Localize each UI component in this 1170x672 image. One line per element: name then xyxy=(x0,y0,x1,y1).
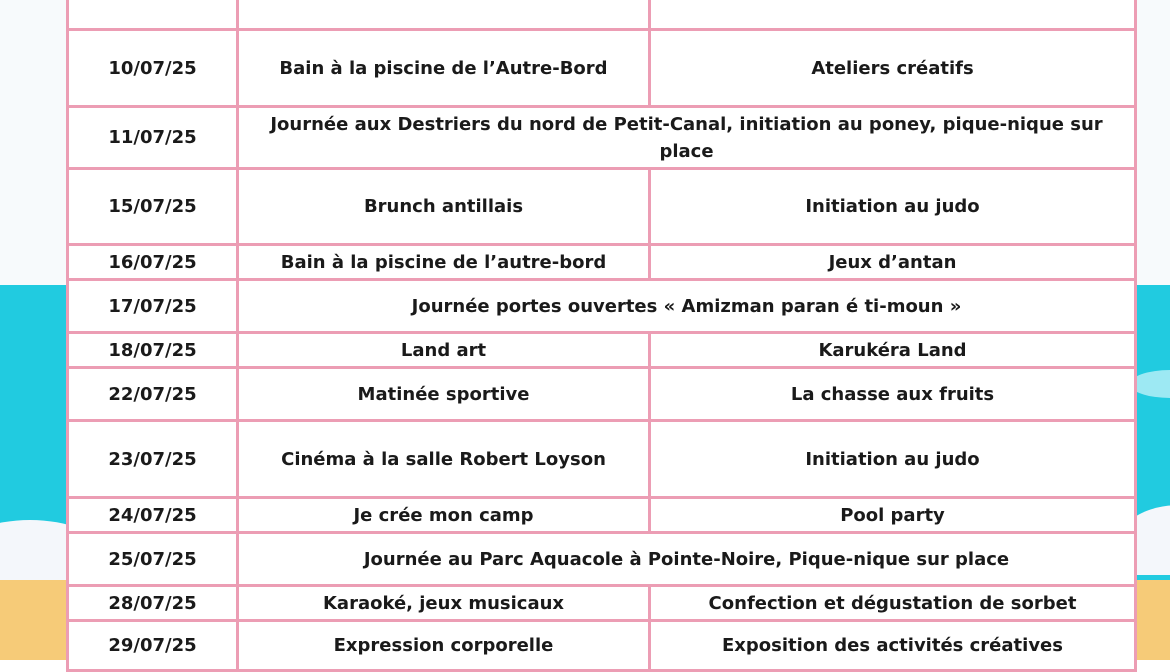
table-row xyxy=(68,0,1136,30)
full-day-activity-cell: Journée au Parc Aquacole à Pointe-Noire, Pique-nique sur place xyxy=(238,533,1136,586)
afternoon-activity-cell xyxy=(650,0,1136,30)
table-row xyxy=(68,533,1136,586)
date-cell xyxy=(68,0,238,30)
morning-activity-cell: Bain à la piscine de l’autre-bord xyxy=(238,245,650,280)
morning-activity-cell: Expression corporelle xyxy=(238,621,650,671)
afternoon-activity-cell: La chasse aux fruits xyxy=(650,368,1136,421)
date-cell: 22/07/25 xyxy=(68,368,238,421)
afternoon-activity-cell: Jeux d’antan xyxy=(650,245,1136,280)
full-day-activity-cell: Journée aux Destriers du nord de Petit-Canal, initiation au poney, pique-nique sur place xyxy=(238,107,1136,169)
afternoon-activity-cell: Initiation au judo xyxy=(650,421,1136,498)
morning-activity-cell: Land art xyxy=(238,333,650,368)
table-row xyxy=(68,280,1136,333)
afternoon-activity-cell: Karukéra Land xyxy=(650,333,1136,368)
table-row xyxy=(68,498,1136,533)
date-cell: 28/07/25 xyxy=(68,586,238,621)
full-day-activity-cell: Journée portes ouvertes « Amizman paran é ti-moun » xyxy=(238,280,1136,333)
schedule-sheet xyxy=(66,0,1134,672)
date-cell: 17/07/25 xyxy=(68,280,238,333)
date-cell: 24/07/25 xyxy=(68,498,238,533)
date-cell: 23/07/25 xyxy=(68,421,238,498)
morning-activity-cell: Je crée mon camp xyxy=(238,498,650,533)
date-cell: 10/07/25 xyxy=(68,30,238,107)
date-cell: 15/07/25 xyxy=(68,169,238,245)
afternoon-activity-cell: Confection et dégustation de sorbet xyxy=(650,586,1136,621)
date-cell: 11/07/25 xyxy=(68,107,238,169)
afternoon-activity-cell: Exposition des activités créatives xyxy=(650,621,1136,671)
table-row xyxy=(68,586,1136,621)
afternoon-activity-cell: Pool party xyxy=(650,498,1136,533)
table-row xyxy=(68,169,1136,245)
table-row xyxy=(68,368,1136,421)
table-row xyxy=(68,245,1136,280)
morning-activity-cell: Cinéma à la salle Robert Loyson xyxy=(238,421,650,498)
morning-activity-cell: Bain à la piscine de l’Autre-Bord xyxy=(238,30,650,107)
date-cell: 18/07/25 xyxy=(68,333,238,368)
afternoon-activity-cell: Initiation au judo xyxy=(650,169,1136,245)
morning-activity-cell: Karaoké, jeux musicaux xyxy=(238,586,650,621)
date-cell: 16/07/25 xyxy=(68,245,238,280)
date-cell: 25/07/25 xyxy=(68,533,238,586)
table-row xyxy=(68,107,1136,169)
schedule-table xyxy=(66,0,1137,672)
afternoon-activity-cell: Ateliers créatifs xyxy=(650,30,1136,107)
morning-activity-cell xyxy=(238,0,650,30)
date-cell: 29/07/25 xyxy=(68,621,238,671)
table-row xyxy=(68,333,1136,368)
morning-activity-cell: Matinée sportive xyxy=(238,368,650,421)
table-row xyxy=(68,30,1136,107)
morning-activity-cell: Brunch antillais xyxy=(238,169,650,245)
table-row xyxy=(68,621,1136,671)
table-row xyxy=(68,421,1136,498)
